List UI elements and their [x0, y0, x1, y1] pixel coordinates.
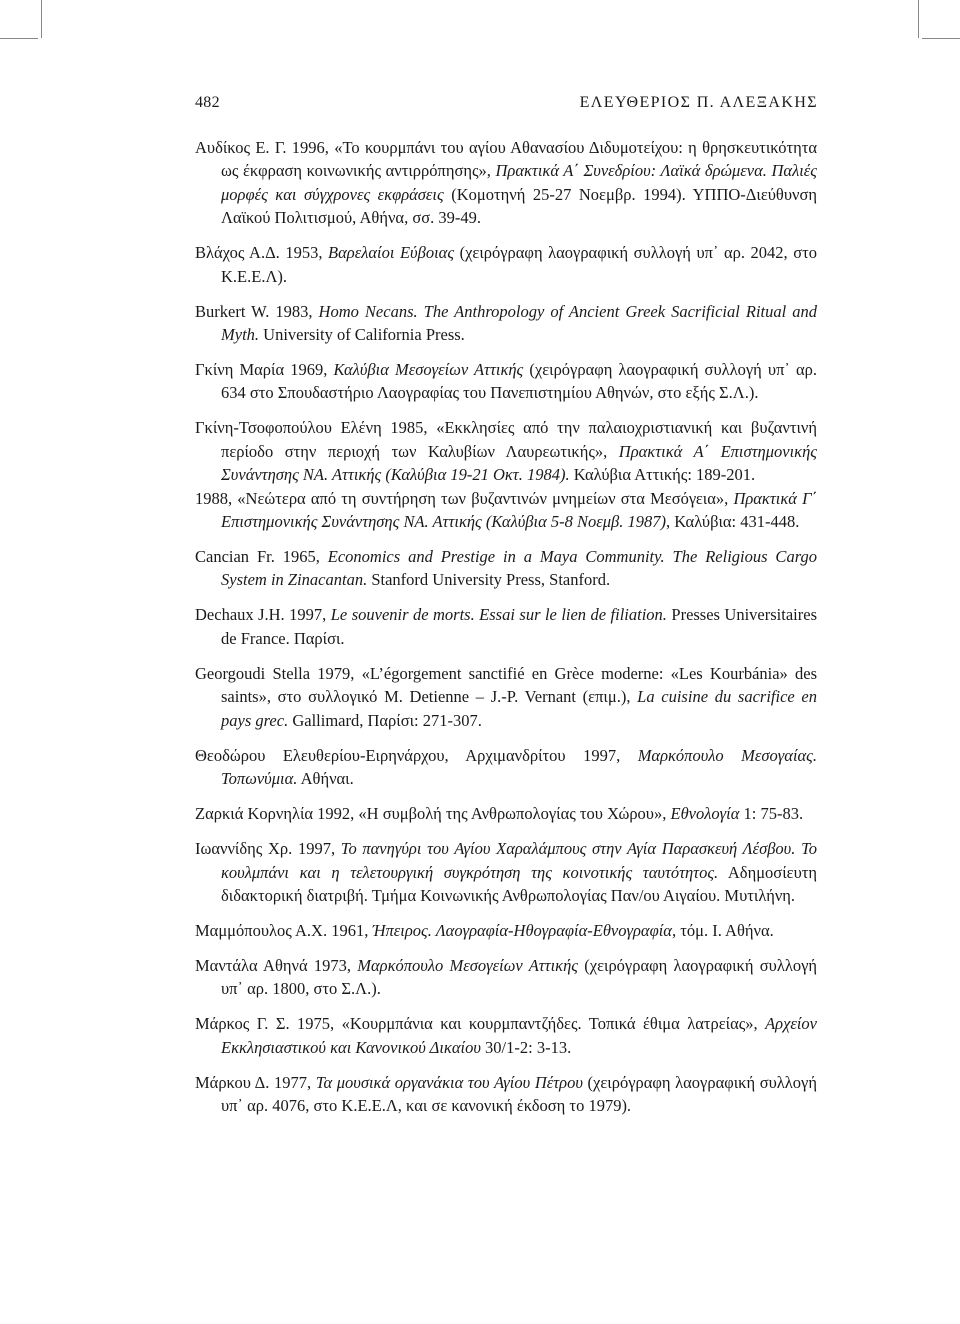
bibliography-entry: [195, 241, 817, 288]
entry-title-italic: Καλύβια Μεσογείων Αττικής: [333, 360, 524, 380]
entry-text: (χειρόγραφη λαογραφική συλλογή υπ᾽ αρ. 2042, στο Κ.Ε.Ε.Λ).: [221, 243, 817, 286]
entry-text: Ζαρκιά Κορνηλία 1992, «Η συμβολή της Ανθρωπολογίας του Χώρου»,: [195, 804, 671, 824]
running-title: ΕΛΕΥΘΕΡΙΟΣ Π. ΑΛΕΞΑΚΗΣ: [579, 94, 818, 111]
bibliography-entry: [195, 1071, 817, 1118]
bibliography-entry: [195, 416, 817, 486]
entry-text: Presses Universitaires de France. Παρίσι.: [221, 605, 817, 648]
entry-title-italic: Ήπειρος. Λαογραφία-Ηθογραφία-Εθνογραφία: [372, 920, 672, 940]
entry-title-italic: Πρακτικά Α΄ Συνεδρίου: Λαϊκά δρώμενα. Παλιές μορφές και σύγχρονες εκφράσεις: [221, 161, 818, 204]
entry-text: Μάρκου Δ. 1977,: [195, 1072, 316, 1092]
entry-title-italic: Βαρελαίοι Εύβοιας: [328, 243, 455, 263]
entry-title-italic: La cuisine du sacrifice en pays grec.: [221, 687, 817, 730]
bibliography-entry: [195, 662, 817, 732]
crop-mark: [918, 0, 919, 38]
entry-text: Αυδίκος Ε. Γ. 1996, «Το κουρμπάνι του αγίου Αθανασίου Διδυμοτείχου: η θρησκευτικότητα ως έκφραση κοινωνικής αντιρρόπησης»,: [195, 138, 817, 181]
bibliography-entry: [195, 919, 817, 942]
entry-text: , Καλύβια: 431-448.: [666, 512, 800, 532]
entry-title-italic: Le souvenir de morts. Essai sur le lien de filiation.: [330, 605, 667, 625]
bibliography-entry: [195, 136, 817, 230]
entry-text: Cancian Fr. 1965,: [195, 547, 328, 567]
entry-text: Burkert W. 1983,: [195, 301, 319, 321]
entry-title-italic: Το πανηγύρι του Αγίου Χαραλάμπους στην Αγία Παρασκευή Λέσβου. Το κουλμπάνι και η τελετουργική συγκρότηση της κοινοτικής ταυτότητος.: [221, 839, 817, 882]
entry-text: (χειρόγραφη λαογραφική συλλογή υπ᾽ αρ. 634 στο Σπουδαστήριο Λαογραφίας του Πανεπιστημίου Αθηνών, στο εξής Σ.Λ.).: [221, 360, 818, 403]
entry-text: Μαμμόπουλος Α.Χ. 1961,: [195, 920, 373, 940]
entry-text: Αδημοσίευτη διδακτορική διατριβή. Τμήμα Κοινωνικής Ανθρωπολογίας Παν/ου Αιγαίου. Μυτιλήνη.: [221, 862, 818, 905]
bibliography-entry: [195, 802, 817, 825]
entry-title-italic: Πρακτικά Γ΄ Επιστημονικής Συνάντησης ΝΑ. Αττικής (Καλύβια 5-8 Νοεμβ. 1987): [221, 488, 817, 532]
entry-text: Μάρκος Γ. Σ. 1975, «Κουρμπάνια και κουρμπαντζήδες. Τοπικά έθιμα λατρείας»,: [195, 1014, 766, 1034]
bibliography-entry: [195, 545, 817, 592]
running-header: [195, 94, 818, 118]
bibliography-entry: [195, 603, 817, 650]
entry-text: Καλύβια Αττικής: 189-201.: [569, 465, 756, 485]
bibliography-list: [195, 136, 817, 1129]
entry-text: Βλάχος Α.Δ. 1953,: [195, 243, 329, 263]
entry-text: Μαντάλα Αθηνά 1973,: [195, 955, 358, 975]
bibliography-entry: [195, 744, 817, 791]
entry-text: Ιωαννίδης Χρ. 1997,: [195, 839, 341, 859]
crop-mark: [0, 38, 38, 39]
entry-text: Γκίνη-Τσοφοπούλου Ελένη 1985, «Εκκλησίες από την παλαιοχριστιανική και βυζαντινή περίοδο στην περιοχή των Καλυβίων Λαυρεωτικής»,: [195, 418, 817, 461]
entry-text: (χειρόγραφη λαογραφική συλλογή υπ᾽ αρ. 4076, στο Κ.Ε.Ε.Λ, και σε κανονική έκδοση το 1979).: [221, 1072, 817, 1116]
entry-text: Θεοδώρου Ελευθερίου-Ειρηνάρχου, Αρχιμανδρίτου 1997,: [195, 745, 638, 765]
entry-text: 1: 75-83.: [739, 804, 804, 824]
entry-text: Stanford University Press, Stanford.: [367, 570, 611, 590]
entry-title-italic: Μαρκόπουλο Μεσογείων Αττικής: [357, 955, 578, 975]
entry-text: Γκίνη Μαρία 1969,: [195, 360, 334, 380]
bibliography-entry: [195, 358, 817, 405]
entry-title-italic: Τα μουσικά οργανάκια του Αγίου Πέτρου: [315, 1072, 583, 1092]
entry-title-italic: Homo Necans. The Anthropology of Ancient Greek Sacrificial Ritual and Myth.: [221, 301, 817, 345]
entry-title-italic: Πρακτικά Α΄ Επιστημονικής Συνάντησης ΝΑ. Αττικής (Καλύβια 19-21 Οκτ. 1984).: [221, 441, 817, 485]
bibliography-entry: [195, 300, 817, 347]
entry-text: 30/1-2: 3-13.: [480, 1037, 572, 1057]
page-number: 482: [195, 94, 220, 111]
entry-text: , τόμ. Ι. Αθήνα.: [671, 920, 774, 940]
crop-mark: [41, 0, 42, 38]
bibliography-entry: [195, 837, 817, 907]
crop-mark: [922, 38, 960, 39]
entry-text: (Κομοτηνή 25-27 Νοεμβρ. 1994). ΥΠΠΟ-Διεύθυνση Λαϊκού Πολιτισμού, Αθήνα, σσ. 39-49.: [221, 184, 817, 228]
bibliography-entry: [195, 954, 817, 1001]
bibliography-entry: [195, 487, 817, 534]
entry-text: Gallimard, Παρίσι: 271-307.: [288, 710, 482, 730]
entry-text: 1988, «Νεώτερα από τη συντήρηση των βυζαντινών μνημείων στα Μεσόγεια»,: [195, 488, 734, 508]
entry-text: Dechaux J.H. 1997,: [195, 605, 331, 625]
entry-title-italic: Εθνολογία: [670, 804, 740, 824]
entry-title-italic: Αρχείον Εκκλησιαστικού και Κανονικού Δικαίου: [221, 1014, 817, 1057]
entry-title-italic: Μαρκόπουλο Μεσογαίας. Τοπωνύμια.: [221, 745, 818, 789]
entry-title-italic: Economics and Prestige in a Maya Community. The Religious Cargo System in Zinacantan.: [221, 547, 817, 590]
entry-text: (χειρόγραφη λαογραφική συλλογή υπ᾽ αρ. 1800, στο Σ.Λ.).: [221, 955, 817, 999]
bibliography-entry: [195, 1012, 817, 1059]
entry-text: Georgoudi Stella 1979, «L’égorgement sanctifié en Grèce moderne: «Les Kourbánia» des saints», στο συλλογικό M. Detienne – J.-P. Vernant (επιμ.),: [195, 663, 817, 707]
entry-text: Αθήναι.: [297, 769, 354, 789]
entry-text: University of California Press.: [259, 325, 465, 345]
